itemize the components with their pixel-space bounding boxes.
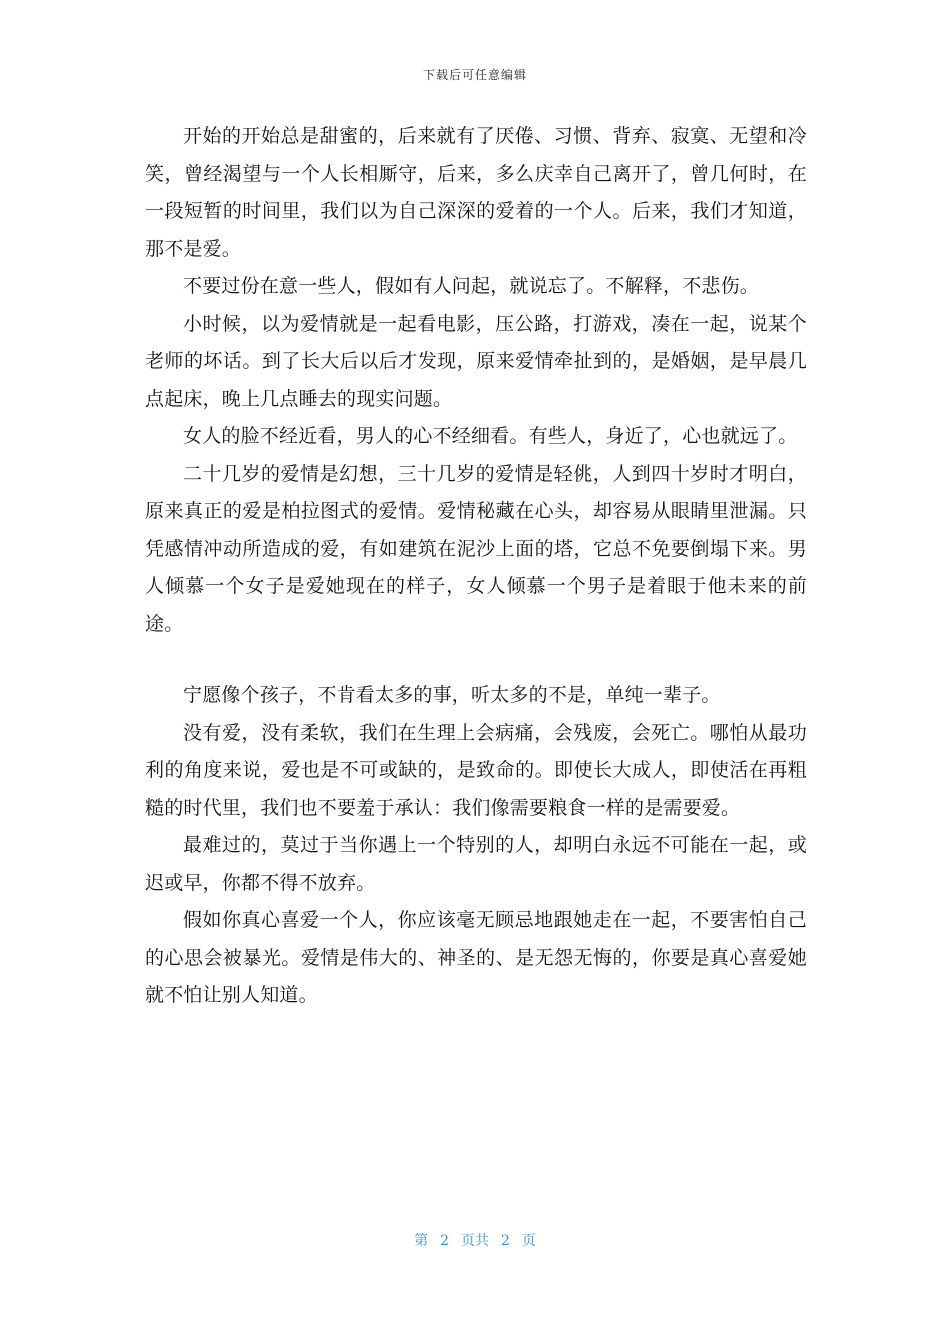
- paragraph: 女人的脸不经近看，男人的心不经细看。有些人，身近了，心也就远了。: [183, 425, 798, 447]
- paragraph: 最难过的，莫过于当你遇上一个特别的人，却明白永远不可能在一起，或迟或早，你都不得不放弃。: [145, 834, 807, 894]
- paragraph: 小时候，以为爱情就是一起看电影，压公路，打游戏，凑在一起，说某个老师的坏话。到了长大后以后才发现，原来爱情牵扯到的，是婚姻，是早晨几点起床，晚上几点睡去的现实问题。: [145, 312, 807, 410]
- paragraph: 没有爱，没有柔软，我们在生理上会病痛，会残废，会死亡。哪怕从最功利的角度来说，爱也是不可或缺的，是致命的。即使长大成人，即使活在再粗糙的时代里，我们也不要羞于承认：我们像需要粮食一样的是需要爱。: [145, 721, 807, 819]
- paragraph: 不要过份在意一些人，假如有人问起，就说忘了。不解释，不悲伤。: [183, 275, 760, 297]
- paragraph-spacer: [145, 643, 807, 677]
- footer-label-di: 第: [414, 1233, 429, 1249]
- footer-label-ye-gong: 页共: [461, 1233, 489, 1249]
- document-body: [145, 118, 807, 1015]
- paragraph: 假如你真心喜爱一个人，你应该毫无顾忌地跟她走在一起，不要害怕自己的心思会被暴光。爱情是伟大的、神圣的、是无怨无悔的，你要是真心喜爱她就不怕让别人知道。: [145, 909, 807, 1006]
- page-footer: [0, 1230, 950, 1250]
- page-header: 下载后可任意编辑: [422, 68, 527, 82]
- paragraph: 二十几岁的爱情是幻想，三十几岁的爱情是轻佻，人到四十岁时才明白，原来真正的爱是柏拉图式的爱情。爱情秘藏在心头，却容易从眼睛里泄漏。只凭感情冲动所造成的爱，有如建筑在泥沙上面的塔，它总不免要倒塌下来。男人倾慕一个女子是爱她现在的样子，女人倾慕一个男子是着眼于他未来的前途。: [145, 462, 807, 635]
- total-pages-number: 2: [501, 1233, 510, 1249]
- current-page-number: 2: [440, 1233, 449, 1249]
- footer-label-ye: 页: [521, 1233, 536, 1249]
- paragraph: 宁愿像个孩子，不肯看太多的事，听太多的不是，单纯一辈子。: [183, 684, 721, 706]
- paragraph: 开始的开始总是甜蜜的，后来就有了厌倦、习惯、背弃、寂寞、无望和冷笑，曾经渴望与一个人长相厮守，后来，多么庆幸自己离开了，曾几何时，在一段短暂的时间里，我们以为自己深深的爱着的一个人。后来，我们才知道，那不是爱。: [145, 125, 807, 260]
